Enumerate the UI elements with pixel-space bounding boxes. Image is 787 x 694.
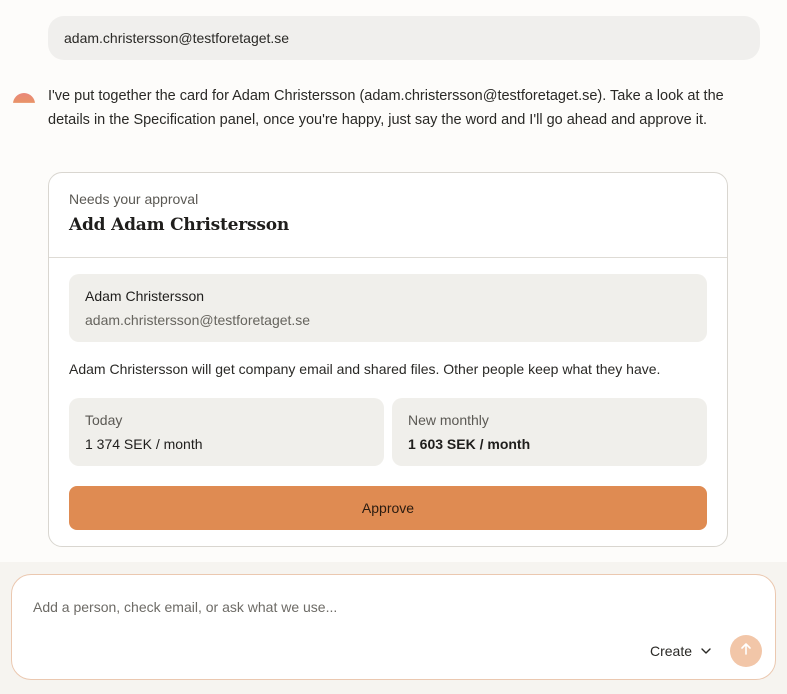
create-mode-label: Create (650, 643, 693, 659)
chevron-down-icon (700, 645, 712, 657)
create-mode-dropdown[interactable] (650, 638, 712, 664)
composer (11, 574, 776, 680)
assistant-avatar (13, 93, 35, 115)
approval-card-header (49, 173, 727, 258)
price-today-value: 1 374 SEK / month (85, 436, 203, 452)
price-new-label: New monthly (408, 412, 489, 428)
user-message-bubble (48, 16, 760, 60)
user-message-text: adam.christersson@testforetaget.se (64, 30, 290, 46)
arrow-up-icon (739, 642, 753, 661)
price-new-value: 1 603 SEK / month (408, 436, 531, 452)
approval-description: Adam Christersson will get company email and shared files. Other people keep what they have. (69, 361, 661, 377)
send-button[interactable] (730, 635, 762, 667)
approval-card (48, 172, 728, 547)
approval-eyebrow: Needs your approval (69, 191, 199, 207)
person-email: adam.christersson@testforetaget.se (85, 312, 311, 328)
person-summary (69, 274, 707, 342)
composer-input[interactable] (33, 595, 733, 619)
assistant-message: I've put together the card for Adam Christersson (adam.christersson@testforetaget.se). Take a look at the details in the Specification panel, once you're happy, just say the word and I'll go ahead and approve it. (48, 88, 724, 128)
price-new-monthly (392, 398, 707, 466)
person-name: Adam Christersson (85, 288, 205, 304)
approve-button[interactable]: Approve (69, 486, 707, 530)
approval-title: Add Adam Christersson (69, 215, 290, 235)
price-today (69, 398, 384, 466)
price-today-label: Today (85, 412, 123, 428)
